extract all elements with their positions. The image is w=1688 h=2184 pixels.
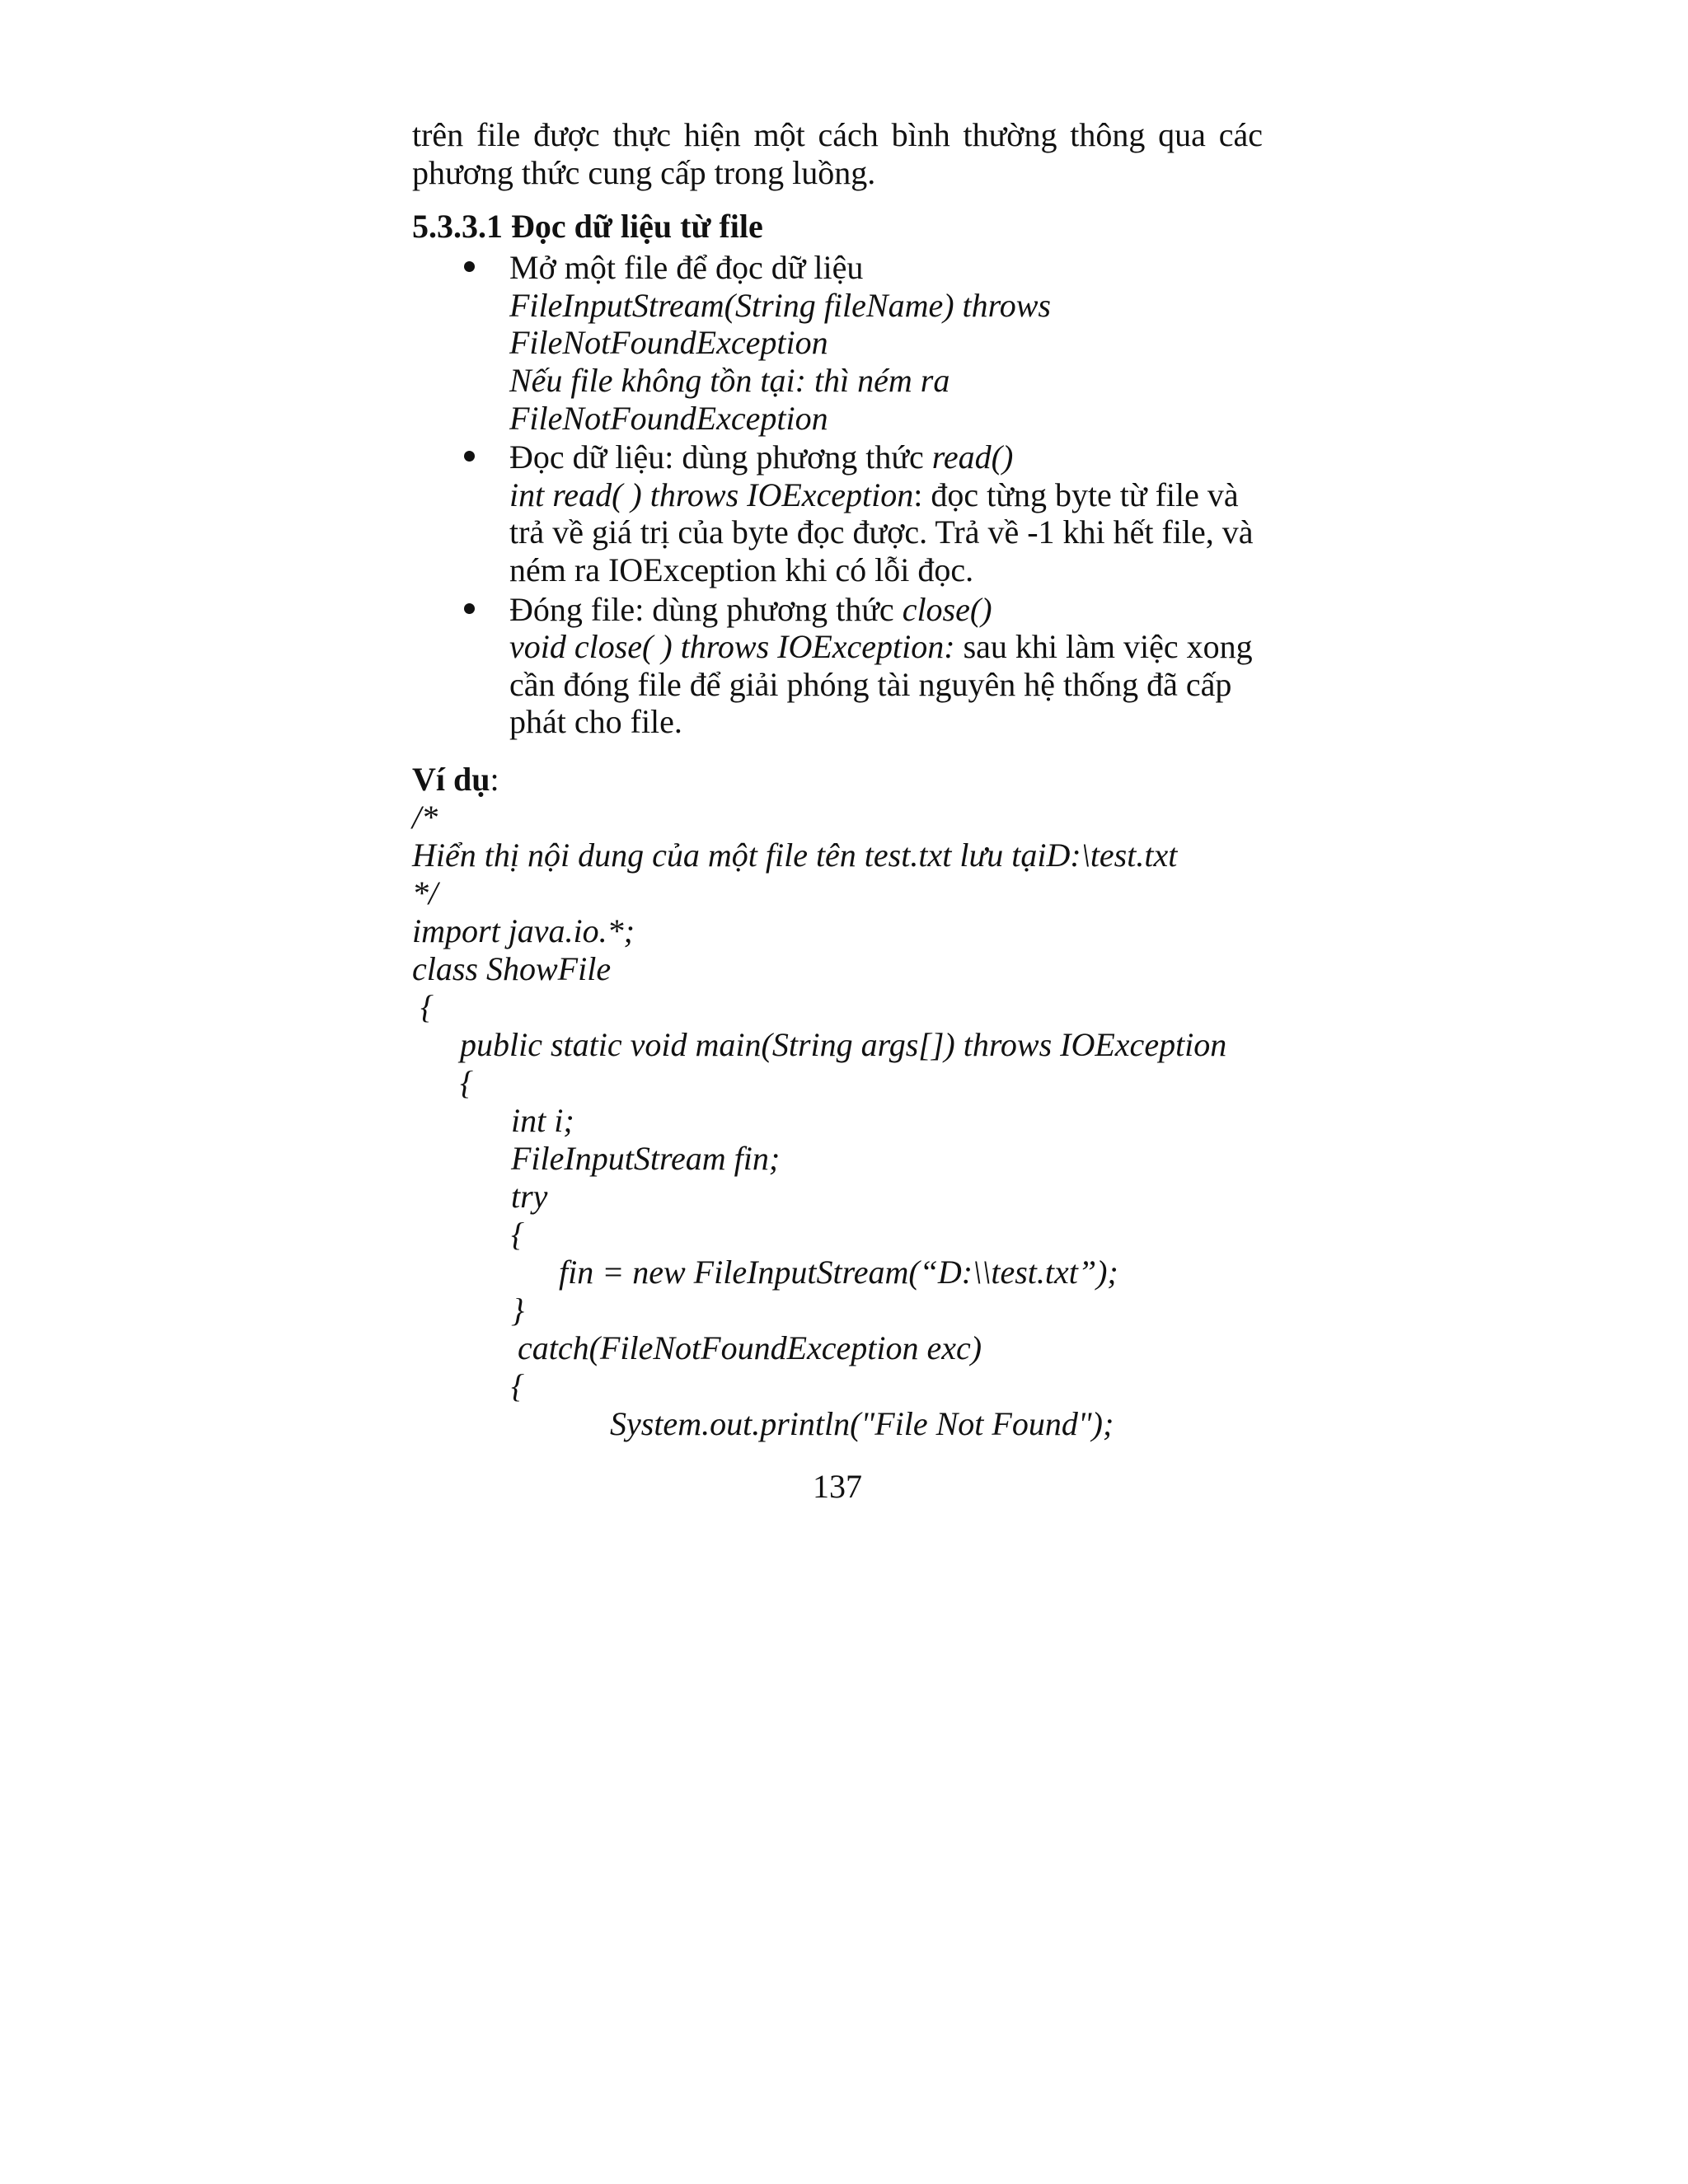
- example-label: [412, 760, 499, 799]
- bullet-marker-3: [464, 603, 475, 614]
- code-line: }: [511, 1291, 524, 1329]
- bullet-3-title-text: Đóng file: dùng phương thức: [509, 591, 903, 628]
- code-line: {: [420, 988, 434, 1025]
- bullet-1-signature-line-2: FileNotFoundException: [509, 324, 828, 361]
- code-line: int i;: [511, 1102, 574, 1139]
- code-line: catch(FileNotFoundException exc): [518, 1329, 982, 1366]
- code-line: Hiển thị nội dung của một file tên test.txt lưu tạiD:\test.txt: [412, 837, 1178, 874]
- page-number: 137: [813, 1468, 862, 1505]
- code-line: /*: [412, 799, 438, 836]
- bullet-1-note-line-2: FileNotFoundException: [509, 400, 828, 437]
- bullet-3-desc-line-3: phát cho file.: [509, 703, 682, 740]
- code-line: fin = new FileInputStream(“D:\\test.txt”);: [559, 1254, 1118, 1291]
- intro-line-2: phương thức cung cấp trong luồng.: [412, 154, 876, 191]
- code-line: import java.io.*;: [412, 912, 635, 949]
- code-line: FileInputStream fin;: [511, 1140, 781, 1177]
- bullet-3-desc-line-1: [509, 627, 1253, 667]
- code-line: {: [460, 1064, 473, 1101]
- bullet-2-desc-line-2: trả về giá trị của byte đọc được. Trả về -1 khi hết file, và: [509, 513, 1254, 551]
- code-line: {: [511, 1367, 524, 1404]
- bullet-2-signature: int read( ) throws IOException: [509, 476, 914, 513]
- intro-line-1: trên file được thực hiện một cách bình thường thông qua các: [412, 116, 1263, 153]
- bullet-3-title-method: close(): [902, 591, 992, 628]
- bullet-1-title: Mở một file để đọc dữ liệu: [509, 249, 864, 286]
- bullet-2-title-method: read(): [931, 438, 1014, 476]
- bullet-2-title-text: Đọc dữ liệu: dùng phương thức: [509, 438, 932, 476]
- bullet-3-desc-text: sau khi làm việc xong: [954, 628, 1253, 665]
- bullet-2-desc-line-3: ném ra IOException khi có lỗi đọc.: [509, 551, 974, 588]
- bullet-3-signature: void close( ) throws IOException:: [509, 628, 955, 665]
- code-line: {: [511, 1216, 524, 1253]
- bullet-3-desc-line-2: cần đóng file để giải phóng tài nguyên hệ thống đã cấp: [509, 666, 1232, 703]
- bullet-2-desc-text: : đọc từng byte từ file và: [913, 476, 1239, 513]
- bullet-1-signature-line-1: FileInputStream(String fileName) throws: [509, 287, 1051, 324]
- bullet-marker-1: [464, 261, 475, 272]
- code-line: public static void main(String args[]) throws IOException: [460, 1026, 1227, 1063]
- example-label-text: Ví dụ: [412, 761, 490, 798]
- bullet-marker-2: [464, 451, 475, 462]
- code-line: System.out.println("File Not Found");: [610, 1405, 1114, 1442]
- section-heading: 5.3.3.1 Đọc dữ liệu từ file: [412, 208, 763, 245]
- code-line: try: [511, 1178, 548, 1215]
- code-line: class ShowFile: [412, 950, 612, 987]
- bullet-2-title: [509, 438, 1013, 477]
- bullet-3-title: [509, 590, 992, 630]
- bullet-2-desc-line-1: [509, 476, 1239, 515]
- bullet-1-note-line-1: Nếu file không tồn tại: thì ném ra: [509, 362, 950, 399]
- example-label-colon: :: [490, 761, 499, 798]
- code-line: */: [412, 874, 438, 912]
